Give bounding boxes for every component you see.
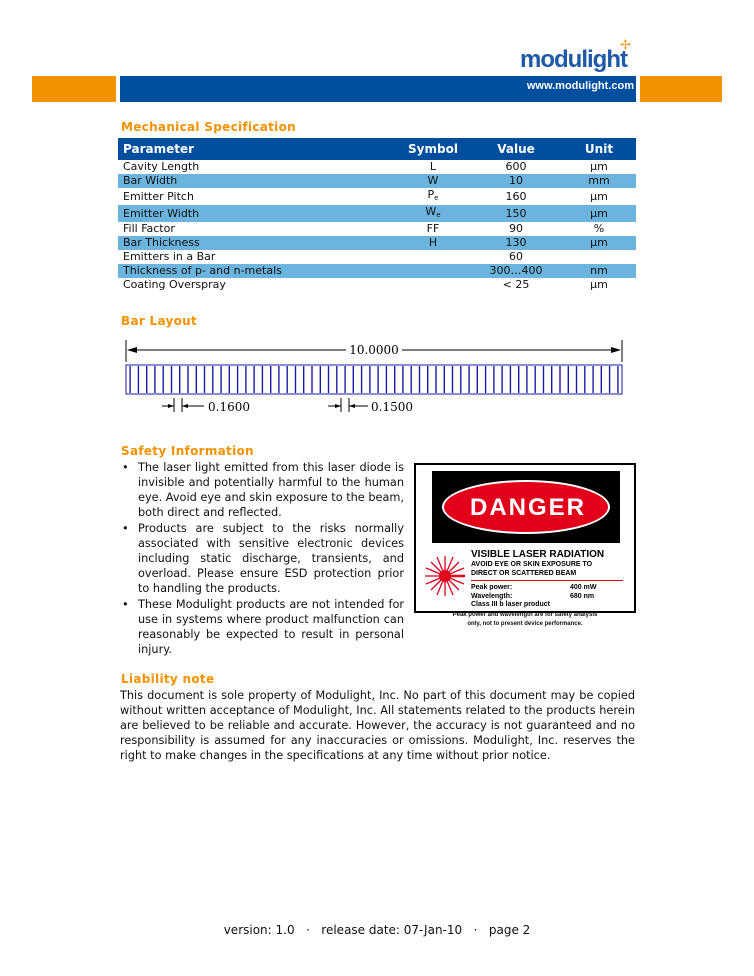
danger-oval [442, 480, 610, 534]
liability-title: Liability note [121, 672, 215, 686]
param-cell: Cavity Length [123, 160, 200, 173]
website-link[interactable]: www.modulight.com [526, 80, 634, 92]
table-row [118, 264, 636, 278]
param-cell: Bar Thickness [118, 236, 396, 250]
width-arrow-2-icon [349, 404, 355, 408]
symbol-cell [396, 188, 470, 205]
bar-layout-diagram [118, 336, 630, 418]
value-cell: 300…400 [470, 264, 562, 278]
sign-line-1: VISIBLE LASER RADIATION [471, 549, 605, 560]
value-cell: 10 [470, 174, 562, 188]
unit-cell: µm [590, 189, 608, 203]
sign-caption [414, 611, 636, 629]
value-cell: < 25 [502, 278, 530, 291]
param-cell: Bar Width [118, 174, 396, 188]
dim-arrow-right-icon [611, 347, 621, 353]
symbol-cell: W [396, 174, 470, 188]
spec-table [118, 138, 636, 292]
page-footer: version: 1.0 · release date: 07-Jan-10 · page 2 [223, 923, 531, 937]
table-row [118, 236, 636, 250]
unit-cell: nm [562, 264, 636, 278]
bar-layout-title: Bar Layout [121, 314, 198, 328]
symbol-cell: FF [426, 222, 440, 235]
symbol-subscript: e [434, 194, 439, 202]
header-value: Value [470, 138, 562, 160]
value-cell: 130 [470, 236, 562, 250]
param-cell: Coating Overspray [123, 278, 226, 291]
symbol-subscript: e [436, 211, 441, 219]
unit-cell: mm [562, 174, 636, 188]
logo-star-icon: ✢ [620, 38, 631, 53]
unit-cell: µm [590, 160, 608, 173]
peak-power-value: 400 mW [570, 584, 597, 591]
header-band-right [640, 76, 722, 102]
sign-caption-line-1: Peak power and wavelength are for safety analysis [452, 612, 598, 618]
param-cell: Fill Factor [123, 222, 175, 235]
laser-starburst-icon [424, 555, 466, 597]
symbol-cell: H [396, 236, 470, 250]
company-logo: modulight [520, 46, 627, 73]
unit-cell: % [593, 222, 605, 235]
value-cell: 160 [505, 189, 527, 203]
mechanical-spec-title: Mechanical Specification [121, 120, 296, 134]
width-arrow-1-icon [335, 404, 341, 408]
safety-item: • Products are subject to the risks normally associated with sensitive electronic devices including static discharge, transients, and overload. Please ensure ESD protection prior to handling the products. [118, 521, 404, 596]
symbol-cell [396, 264, 470, 278]
danger-text: DANGER [469, 494, 586, 521]
spec-table-header [118, 138, 636, 160]
symbol-cell [396, 205, 470, 222]
sign-caption-line-2: only, not to present device performance. [467, 621, 583, 627]
param-cell: Thickness of p- and n-metals [118, 264, 396, 278]
value-cell: 600 [505, 160, 527, 173]
safety-title: Safety Information [121, 444, 254, 458]
header-symbol: Symbol [396, 138, 470, 160]
safety-item: • The laser light emitted from this laser diode is invisible and potentially harmful to the human eye. Avoid eye and skin exposure to the beam, both direct and reflected. [118, 460, 404, 520]
unit-cell: µm [562, 236, 636, 250]
danger-header [432, 471, 620, 543]
table-row [118, 278, 636, 292]
table-row [118, 160, 636, 174]
emitter-width-label: 0.1500 [371, 400, 413, 414]
header-band-left [32, 76, 116, 102]
danger-sign [414, 463, 636, 613]
pitch-arrow-1-icon [168, 404, 174, 408]
table-row [118, 250, 636, 264]
peak-power-label: Peak power: [471, 584, 513, 591]
laser-class: Class III b laser product [471, 601, 550, 608]
table-row [118, 222, 636, 236]
param-cell: Emitters in a Bar [123, 250, 216, 263]
symbol-cell [396, 278, 470, 292]
value-cell: 150 [470, 205, 562, 222]
unit-cell [562, 250, 636, 264]
header-parameter: Parameter [118, 138, 396, 160]
liability-text: This document is sole property of Modulight, Inc. No part of this document may be copied without written acceptance of Modulight, Inc. All statements related to the products herein are believed to be reliable and accurate. However, the accuracy is not guaranteed and no responsibility is assumed for any inaccuracies or omissions. Modulight, Inc. reserves the right to make changes in the specifications at any time without prior notice. [120, 689, 635, 762]
dim-arrow-left-icon [127, 347, 137, 353]
pitch-arrow-2-icon [182, 404, 188, 408]
header-unit: Unit [562, 138, 636, 160]
symbol-base: P [427, 188, 435, 201]
value-cell: 60 [509, 250, 523, 263]
unit-cell: µm [590, 278, 608, 291]
table-row [118, 188, 636, 205]
sign-line-2: AVOID EYE OR SKIN EXPOSURE TO [471, 561, 593, 568]
wavelength-label: Wavelength: [471, 593, 513, 600]
symbol-cell [396, 250, 470, 264]
unit-cell: µm [562, 205, 636, 222]
symbol-cell: L [429, 160, 437, 173]
safety-item: • These Modulight products are not intended for use in systems where product malfunction can reasonably be expected to result in personal injury. [118, 597, 404, 657]
pitch-label: 0.1600 [208, 400, 250, 414]
total-width-label: 10.0000 [349, 343, 399, 357]
value-cell: 90 [509, 222, 523, 235]
wavelength-value: 680 nm [570, 593, 595, 600]
symbol-base: W [425, 205, 437, 218]
laser-bar [126, 365, 622, 394]
param-cell: Emitter Width [118, 205, 396, 222]
sign-line-3: DIRECT OR SCATTERED BEAM [471, 570, 577, 577]
safety-list [118, 460, 404, 658]
param-cell: Emitter Pitch [123, 189, 194, 203]
sign-divider [471, 580, 623, 581]
table-row [118, 174, 636, 188]
table-row [118, 205, 636, 222]
